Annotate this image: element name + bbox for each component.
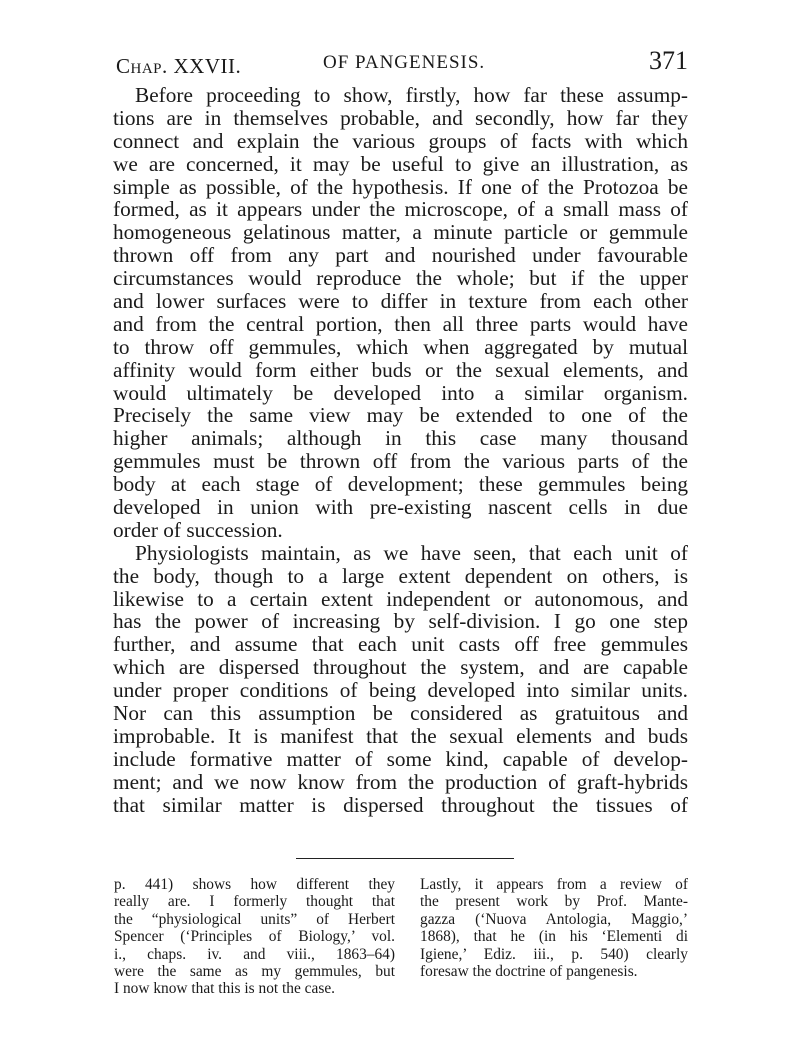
text-line: higher animals; although in this case many thousand: [113, 426, 688, 451]
text-line: ment; and we now know from the production of graft-hybrids: [113, 769, 688, 794]
text-line: formed, as it appears under the microscope, of a small mass of: [113, 197, 688, 222]
footnote-line: Spencer (‘Principles of Biology,’ vol.: [114, 928, 395, 946]
footnote-line: i., chaps. iv. and viii., 1863–64): [114, 945, 395, 963]
text-line: tions are in themselves probable, and secondly, how far they: [113, 105, 688, 130]
footnote-line: 1868), that he (in his ‘Elementi di: [420, 928, 688, 946]
text-line: Nor can this assumption be considered as gratuitous and: [113, 701, 688, 726]
text-line: would ultimately be developed into a similar organism.: [113, 380, 688, 405]
footnote-line: the “physiological units” of Herbert: [114, 910, 395, 928]
running-head: [116, 44, 688, 84]
text-line: thrown off from any part and nourished under favourable: [113, 243, 688, 268]
text-line: circumstances would reproduce the whole; but if the upper: [113, 266, 688, 291]
text-line: under proper conditions of being developed into similar units.: [113, 678, 688, 703]
footnote-column-right: [420, 876, 688, 980]
text-line: affinity would form either buds or the sexual elements, and: [113, 357, 688, 382]
text-line: order of succession.: [113, 517, 283, 542]
text-line: to throw off gemmules, which when aggregated by mutual: [113, 334, 688, 359]
text-line: has the power of increasing by self-division. I go one step: [113, 609, 688, 634]
text-line: further, and assume that each unit casts off free gemmules: [113, 632, 688, 657]
footnote-line: the present work by Prof. Mante-: [420, 893, 688, 911]
footnote-line: Igiene,’ Ediz. iii., p. 540) clearly: [420, 945, 688, 963]
text-line: body at each stage of development; these gemmules being: [113, 472, 688, 497]
text-line: Precisely the same view may be extended to one of the: [113, 403, 688, 428]
chapter-title: OF PANGENESIS.: [323, 52, 486, 73]
footnote-line: really are. I formerly thought that: [114, 893, 395, 911]
paragraph: [113, 542, 688, 817]
footnote-column-left: [114, 876, 395, 998]
footnote-divider: [296, 858, 514, 859]
text-line: and from the central portion, then all three parts would have: [113, 311, 688, 336]
text-line: homogeneous gelatinous matter, a minute particle or gemmule: [113, 220, 688, 245]
text-line: Physiologists maintain, as we have seen, that each unit of: [135, 540, 688, 565]
footnote-line: p. 441) shows how different they: [114, 876, 395, 893]
text-line: developed in union with pre-existing nascent cells in due: [113, 495, 688, 520]
footnote-line: Lastly, it appears from a review of: [420, 876, 688, 893]
footnote-line: I now know that this is not the case.: [114, 980, 335, 998]
text-line: we are concerned, it may be useful to give an illustration, as: [113, 151, 688, 176]
text-line: improbable. It is manifest that the sexual elements and buds: [113, 723, 688, 748]
page-number: 371: [649, 46, 688, 75]
text-line: gemmules must be thrown off from the various parts of the: [113, 449, 688, 474]
text-line: connect and explain the various groups of facts with which: [113, 128, 688, 153]
text-line: likewise to a certain extent independent or autonomous, and: [113, 586, 688, 611]
text-line: and lower surfaces were to differ in texture from each other: [113, 289, 688, 314]
footnote-line: foresaw the doctrine of pangenesis.: [420, 962, 638, 980]
footnote-line: gazza (‘Nuova Antologia, Maggio,’: [420, 910, 688, 928]
text-line: that similar matter is dispersed throughout the tissues of: [113, 792, 688, 817]
paragraph: [113, 84, 688, 542]
text-line: which are dispersed throughout the system, and are capable: [113, 655, 688, 680]
text-line: include formative matter of some kind, capable of develop-: [113, 746, 688, 771]
main-text: [113, 84, 688, 817]
text-line: simple as possible, of the hypothesis. If one of the Protozoa be: [113, 174, 688, 199]
text-line: Before proceeding to show, firstly, how far these assump-: [135, 83, 688, 107]
chapter-label: Chap. XXVII.: [116, 54, 242, 78]
footnote-line: were the same as my gemmules, but: [114, 962, 395, 980]
text-line: the body, though to a large extent dependent on others, is: [113, 563, 688, 588]
